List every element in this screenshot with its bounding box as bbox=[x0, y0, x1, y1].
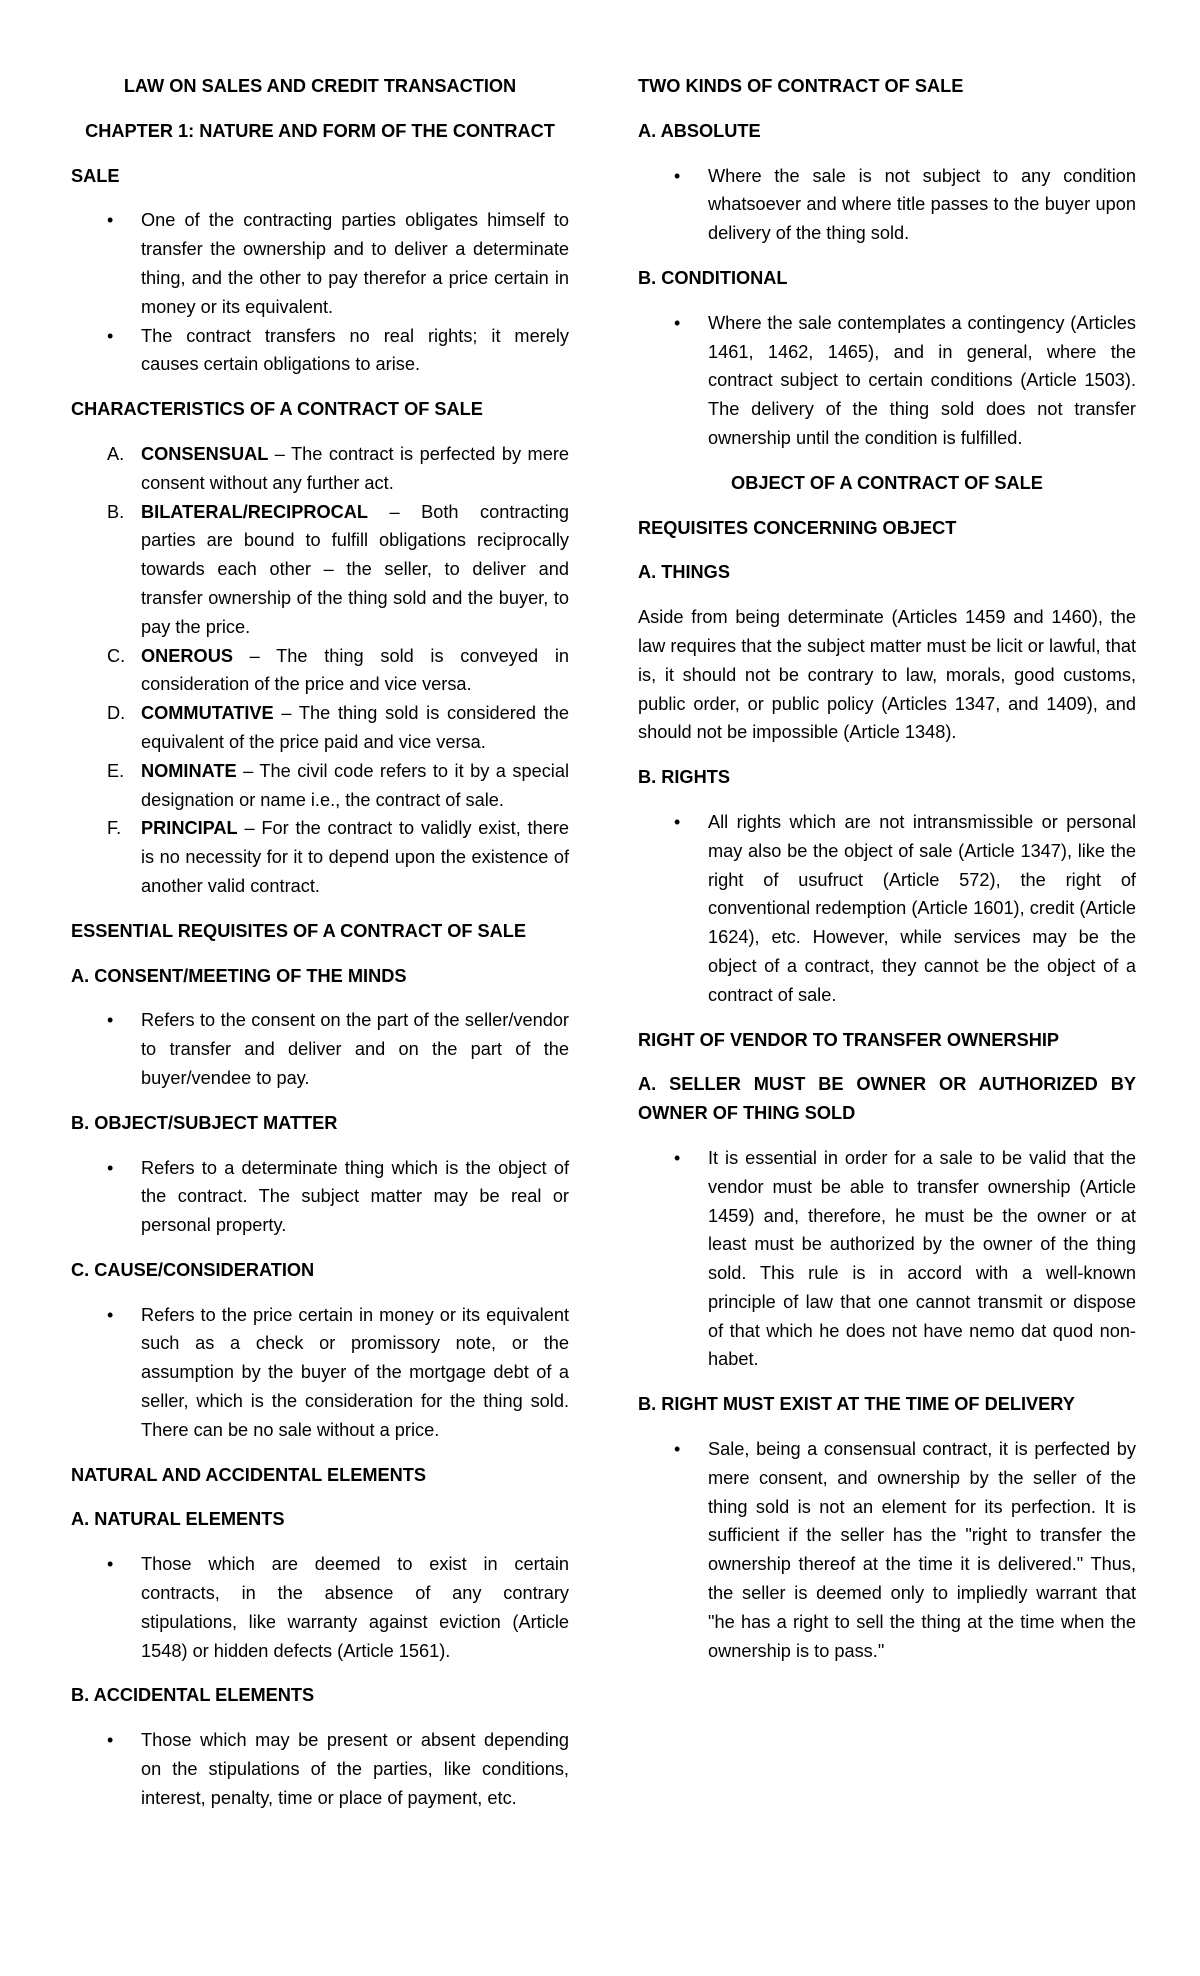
list-item bbox=[71, 814, 569, 900]
list-item: • Refers to a determinate thing which is the object of the contract. The subject matter may be real or personal property. bbox=[71, 1154, 569, 1240]
natural-list bbox=[71, 1550, 569, 1665]
list-marker: D. bbox=[107, 703, 126, 724]
left-column bbox=[71, 72, 569, 1829]
list-marker: C. bbox=[107, 645, 126, 666]
list-item: • Refers to the price certain in money or its equivalent such as a check or promissory note, or the assumption by the buyer of the mortgage debt of a seller, which is the consideration for the thing sold. There can be no sale without a price. bbox=[71, 1301, 569, 1445]
list-item bbox=[71, 498, 569, 642]
document-title: LAW ON SALES AND CREDIT TRANSACTION bbox=[123, 76, 517, 96]
list-marker: E. bbox=[107, 760, 125, 781]
rights-list bbox=[638, 808, 1136, 1010]
list-marker: B. bbox=[107, 501, 125, 522]
list-item bbox=[71, 757, 569, 815]
accidental-elements-heading: B. ACCIDENTAL ELEMENTS bbox=[71, 1685, 315, 1706]
chapter-heading: CHAPTER 1: NATURE AND FORM OF THE CONTRACT bbox=[85, 120, 555, 141]
right-exist-list bbox=[638, 1435, 1136, 1665]
absolute-heading: A. ABSOLUTE bbox=[638, 120, 761, 141]
cause-list bbox=[71, 1301, 569, 1445]
essential-requisites-heading: ESSENTIAL REQUISITES OF A CONTRACT OF SALE bbox=[71, 920, 527, 941]
definition: – The thing sold is considered the equivalent of the price paid and vice versa. bbox=[141, 703, 569, 752]
requisites-object-heading: REQUISITES CONCERNING OBJECT bbox=[638, 517, 957, 538]
term: COMMUTATIVE bbox=[141, 703, 274, 724]
natural-accidental-heading: NATURAL AND ACCIDENTAL ELEMENTS bbox=[71, 1464, 426, 1485]
accidental-list bbox=[71, 1726, 569, 1812]
consent-list bbox=[71, 1006, 569, 1092]
term: BILATERAL/RECIPROCAL bbox=[141, 501, 368, 522]
characteristics-heading: CHARACTERISTICS OF A CONTRACT OF SALE bbox=[71, 399, 483, 420]
list-item: • The contract transfers no real rights; it merely causes certain obligations to arise. bbox=[71, 322, 569, 380]
consent-heading: A. CONSENT/MEETING OF THE MINDS bbox=[71, 965, 407, 986]
cause-heading: C. CAUSE/CONSIDERATION bbox=[71, 1259, 315, 1280]
rights-heading: B. RIGHTS bbox=[638, 767, 730, 788]
vendor-right-heading: RIGHT OF VENDOR TO TRANSFER OWNERSHIP bbox=[638, 1029, 1060, 1050]
definition: – Both contracting parties are bound to fulfill obligations reciprocally towards each other – the seller, to deliver and transfer ownership of the thing sold and the buyer, to pay the price. bbox=[141, 501, 569, 637]
list-marker: F. bbox=[107, 818, 122, 839]
definition: – The civil code refers to it by a special designation or name i.e., the contract of sale. bbox=[141, 760, 569, 810]
list-item: • Where the sale is not subject to any condition whatsoever and where title passes to the buyer upon delivery of the thing sold. bbox=[638, 162, 1136, 248]
right-column bbox=[638, 72, 1136, 1681]
list-item: • Those which are deemed to exist in certain contracts, in the absence of any contrary stipulations, like warranty against eviction (Article 1548) or hidden defects (Article 1561). bbox=[71, 1550, 569, 1665]
list-item: • It is essential in order for a sale to be valid that the vendor must be able to transfer ownership (Article 1459) and, therefore, he must be the owner or at least must be authorized by the owner of the thing sold. This rule is in accord with a well-known principle of law that one cannot transmit or dispose of that which he does not have nemo dat quod non-habet. bbox=[638, 1144, 1136, 1374]
list-item: • One of the contracting parties obligates himself to transfer the ownership and to deliver a determinate thing, and the other to pay therefor a price certain in money or its equivalent. bbox=[71, 206, 569, 321]
object-of-contract-heading: OBJECT OF A CONTRACT OF SALE bbox=[731, 472, 1043, 493]
list-item bbox=[71, 699, 569, 757]
list-item: • Those which may be present or absent depending on the stipulations of the parties, like conditions, interest, penalty, time or place of payment, etc. bbox=[71, 1726, 569, 1812]
definition: – The contract is perfected by mere consent without any further act. bbox=[141, 443, 569, 493]
object-heading: B. OBJECT/SUBJECT MATTER bbox=[71, 1112, 338, 1133]
definition: – The thing sold is conveyed in consideration of the price and vice versa. bbox=[141, 645, 569, 695]
list-item: • Where the sale contemplates a contingency (Articles 1461, 1462, 1465), and in general, where the contract subject to certain conditions (Article 1503). The delivery of the thing sold does not transfer ownership until the condition is fulfilled. bbox=[638, 309, 1136, 453]
seller-owner-list bbox=[638, 1144, 1136, 1374]
list-item: • Sale, being a consensual contract, it is perfected by mere consent, and ownership by the seller of the thing sold is not an element for its perfection. It is sufficient if the seller has the "right to transfer the ownership thereof at the time it is delivered." Thus, the seller is deemed only to impliedly warrant that "he has a right to sell the thing at the time when the ownership is to pass." bbox=[638, 1435, 1136, 1665]
term: PRINCIPAL bbox=[141, 818, 238, 839]
right-exist-heading: B. RIGHT MUST EXIST AT THE TIME OF DELIVERY bbox=[638, 1394, 1075, 1415]
object-list bbox=[71, 1154, 569, 1240]
things-heading: A. THINGS bbox=[638, 562, 730, 583]
definition: – For the contract to validly exist, there is no necessity for it to depend upon the existence of another valid contract. bbox=[141, 818, 569, 896]
list-item bbox=[71, 440, 569, 498]
seller-owner-heading: A. SELLER MUST BE OWNER OR AUTHORIZED BY OWNER OF THING SOLD bbox=[638, 1074, 1136, 1124]
term: ONEROUS bbox=[141, 645, 233, 666]
term: CONSENSUAL bbox=[141, 443, 269, 464]
conditional-heading: B. CONDITIONAL bbox=[638, 267, 788, 288]
absolute-list bbox=[638, 162, 1136, 248]
sale-heading: SALE bbox=[71, 165, 120, 186]
term: NOMINATE bbox=[141, 760, 237, 781]
sale-list bbox=[71, 206, 569, 379]
conditional-list bbox=[638, 309, 1136, 453]
things-paragraph: Aside from being determinate (Articles 1459 and 1460), the law requires that the subject matter must be licit or lawful, that is, it should not be contrary to law, morals, good customs, public order, or public policy (Articles 1347, and 1409), and should not be impossible (Article 1348). bbox=[638, 607, 1136, 743]
list-item bbox=[71, 642, 569, 700]
list-marker: A. bbox=[107, 443, 125, 464]
characteristics-list bbox=[71, 440, 569, 901]
two-kinds-heading: TWO KINDS OF CONTRACT OF SALE bbox=[638, 76, 964, 96]
list-item: • All rights which are not intransmissible or personal may also be the object of sale (Article 1347), like the right of usufruct (Article 572), the right of conventional redemption (Article 1601), credit (Article 1624), etc. However, while services may be the object of a contract, they cannot be the object of a contract of sale. bbox=[638, 808, 1136, 1010]
natural-elements-heading: A. NATURAL ELEMENTS bbox=[71, 1509, 285, 1530]
list-item: • Refers to the consent on the part of the seller/vendor to transfer and deliver and on the part of the buyer/vendee to pay. bbox=[71, 1006, 569, 1092]
